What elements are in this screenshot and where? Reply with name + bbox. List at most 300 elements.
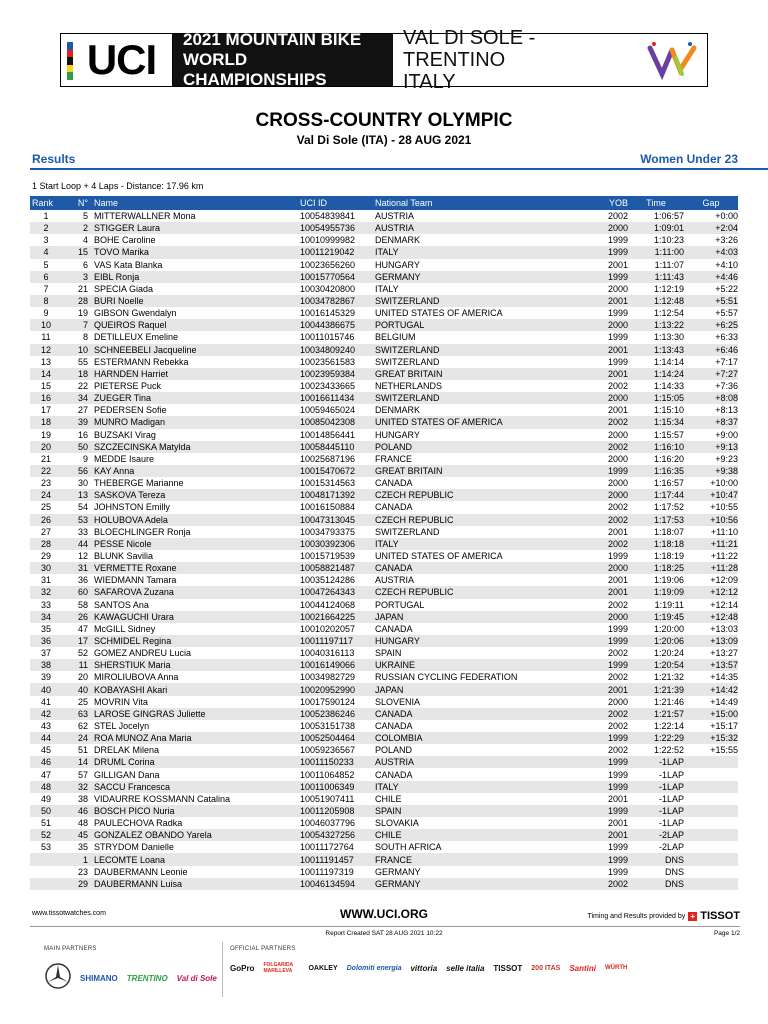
cell-time: 1:22:29 bbox=[653, 733, 684, 744]
uci-logo bbox=[61, 34, 173, 86]
cell-uci: 10014856441 bbox=[300, 429, 356, 440]
cell-time: -1LAP bbox=[658, 757, 684, 768]
cell-uci: 10051907411 bbox=[300, 793, 355, 804]
cell-gap: +15:55 bbox=[710, 745, 738, 756]
cell-yob: 2002 bbox=[607, 441, 628, 452]
cell-nat: AUSTRIA bbox=[375, 575, 415, 586]
cell-gap: +7:36 bbox=[715, 381, 738, 392]
cell-uci: 10011197319 bbox=[300, 866, 354, 877]
cell-time: 1:16:57 bbox=[653, 478, 684, 489]
cell-time: 1:11:00 bbox=[654, 247, 684, 258]
cell-name: KAWAGUCHI Urara bbox=[94, 611, 174, 622]
cell-nat: COLOMBIA bbox=[375, 733, 423, 744]
cell-yob: 2002 bbox=[607, 708, 628, 719]
cell-gap: +12:09 bbox=[710, 575, 738, 586]
cell-gap: +9:23 bbox=[715, 453, 738, 464]
venue-line2: ITALY bbox=[403, 71, 456, 93]
cell-gap: +7:17 bbox=[715, 356, 738, 367]
header-name: Name bbox=[94, 198, 119, 208]
table-row bbox=[30, 732, 738, 744]
cell-yob: 2001 bbox=[607, 405, 628, 416]
cell-time: 1:19:09 bbox=[653, 587, 684, 598]
cell-yob: 2001 bbox=[607, 818, 628, 829]
cell-time: 1:15:34 bbox=[653, 417, 684, 428]
cell-gap: +11:21 bbox=[710, 538, 738, 549]
cell-uci: 10034982729 bbox=[300, 672, 356, 683]
cell-yob: 2001 bbox=[607, 526, 628, 537]
cell-num: 5 bbox=[82, 211, 88, 222]
header-nat: National Team bbox=[375, 198, 433, 208]
sponsor-folgarida: FOLGARIDA MARILLEVA bbox=[263, 962, 293, 974]
cell-yob: 1999 bbox=[607, 247, 628, 258]
cell-gap: +13:03 bbox=[710, 623, 738, 634]
cell-time: 1:21:39 bbox=[653, 684, 684, 695]
divider bbox=[30, 168, 768, 170]
cell-time: 1:20:54 bbox=[653, 660, 684, 671]
cell-num: 26 bbox=[77, 611, 88, 622]
cell-name: BOHE Caroline bbox=[94, 235, 156, 246]
cell-yob: 2002 bbox=[607, 538, 628, 549]
cell-nat: UNITED STATES OF AMERICA bbox=[375, 551, 503, 561]
cell-time: 1:15:57 bbox=[653, 429, 684, 440]
venue bbox=[393, 27, 637, 93]
cell-time: 1:21:32 bbox=[653, 672, 684, 683]
cell-num: 3 bbox=[82, 271, 88, 282]
cell-name: STRYDOM Danielle bbox=[94, 842, 174, 853]
cell-name: HARNDEN Harriet bbox=[94, 368, 169, 379]
cell-name: STEL Jocelyn bbox=[94, 720, 150, 731]
cell-gap: +14:49 bbox=[710, 696, 738, 707]
cell-name: GILLIGAN Dana bbox=[94, 769, 160, 780]
cell-gap: +4:10 bbox=[715, 259, 738, 270]
cell-rank: 33 bbox=[40, 599, 51, 610]
cell-name: MEDDE Isaure bbox=[94, 453, 155, 464]
cell-num: 1 bbox=[82, 854, 88, 865]
cell-nat: CANADA bbox=[375, 769, 413, 780]
cell-name: VAS Kata Blanka bbox=[94, 259, 163, 270]
event-title-line1: 2021 MOUNTAIN BIKE bbox=[183, 30, 362, 49]
cell-yob: 1999 bbox=[607, 660, 628, 671]
cell-time: 1:12:54 bbox=[653, 308, 684, 319]
cell-time: 1:16:10 bbox=[653, 441, 684, 452]
cell-time: DNS bbox=[664, 878, 684, 889]
cell-yob: 2002 bbox=[607, 672, 628, 683]
cell-uci: 10016611434 bbox=[300, 393, 355, 404]
cell-time: 1:13:22 bbox=[653, 320, 684, 331]
cell-nat: GERMANY bbox=[375, 878, 421, 889]
cell-time: -2LAP bbox=[658, 830, 684, 841]
cell-rank: 41 bbox=[40, 696, 51, 707]
cell-rank: 25 bbox=[40, 502, 51, 513]
cell-nat: CANADA bbox=[375, 623, 413, 634]
cell-nat: HUNGARY bbox=[375, 259, 420, 270]
cell-uci: 10016145329 bbox=[300, 308, 356, 319]
cell-yob: 2001 bbox=[607, 587, 628, 598]
cell-nat: RUSSIAN CYCLING FEDERATION bbox=[375, 672, 518, 683]
cell-name: BLUNK Savilia bbox=[94, 551, 154, 561]
cell-yob: 2001 bbox=[607, 259, 628, 270]
cell-nat: PORTUGAL bbox=[375, 320, 425, 331]
cell-name: MITTERWALLNER Mona bbox=[94, 211, 196, 222]
cell-gap: +6:46 bbox=[715, 344, 738, 355]
table-row bbox=[30, 878, 738, 890]
cell-time: 1:20:24 bbox=[653, 648, 684, 659]
cell-name: BURI Noelle bbox=[94, 296, 144, 307]
table-row bbox=[30, 647, 738, 659]
table-row bbox=[30, 416, 738, 428]
cell-rank: 29 bbox=[40, 551, 51, 561]
table-row bbox=[30, 696, 738, 708]
cell-name: HOLUBOVA Adela bbox=[94, 514, 168, 525]
cell-yob: 2001 bbox=[607, 830, 628, 841]
table-row bbox=[30, 562, 738, 574]
cell-nat: ITALY bbox=[375, 247, 399, 258]
cell-time: -1LAP bbox=[658, 769, 684, 780]
cell-name: GONZALEZ OBANDO Yarela bbox=[94, 830, 212, 841]
cell-nat: ITALY bbox=[375, 283, 399, 294]
footer-website[interactable]: www.tissotwatches.com bbox=[32, 910, 106, 917]
cell-rank: 15 bbox=[40, 381, 51, 392]
table-row bbox=[30, 246, 738, 258]
table-row bbox=[30, 356, 738, 368]
cell-uci: 10030420800 bbox=[300, 283, 356, 294]
cell-num: 18 bbox=[77, 368, 88, 379]
sponsor-vittoria: vittoria bbox=[410, 963, 438, 973]
cell-nat: AUSTRIA bbox=[375, 223, 415, 234]
cell-yob: 1999 bbox=[607, 769, 628, 780]
main-partners-row bbox=[44, 962, 226, 995]
page-number: Page 1/2 bbox=[713, 930, 740, 937]
cell-name: LAROSE GINGRAS Juliette bbox=[94, 708, 206, 719]
cell-uci: 10011015746 bbox=[300, 332, 355, 343]
table-row bbox=[30, 805, 738, 817]
cell-rank: 1 bbox=[43, 211, 49, 222]
cell-num: 56 bbox=[77, 466, 88, 477]
cell-num: 54 bbox=[77, 502, 88, 513]
cell-yob: 2002 bbox=[607, 599, 628, 610]
cell-num: 50 bbox=[77, 441, 88, 452]
cell-time: 1:10:23 bbox=[653, 235, 684, 246]
cell-yob: 1999 bbox=[607, 842, 628, 853]
cell-yob: 2002 bbox=[607, 417, 628, 428]
table-row bbox=[30, 720, 738, 732]
cell-rank: 16 bbox=[40, 393, 51, 404]
sponsor-shimano: SHIMANO bbox=[80, 974, 118, 983]
cell-time: 1:13:43 bbox=[653, 344, 684, 355]
cell-num: 53 bbox=[77, 514, 88, 525]
cell-yob: 2000 bbox=[607, 223, 628, 234]
sponsor-oakley: OAKLEY bbox=[308, 964, 338, 972]
cell-name: QUEIROS Raquel bbox=[94, 320, 167, 331]
cell-rank: 48 bbox=[40, 781, 51, 792]
cell-time: 1:14:24 bbox=[653, 368, 684, 379]
table-row bbox=[30, 392, 738, 404]
cell-rank: 8 bbox=[43, 296, 49, 307]
cell-rank: 18 bbox=[40, 417, 51, 428]
cell-name: TOVO Marika bbox=[94, 247, 149, 258]
table-row bbox=[30, 441, 738, 453]
cell-uci: 10011191457 bbox=[300, 854, 354, 865]
header-num: N° bbox=[77, 198, 88, 208]
cell-rank: 46 bbox=[40, 757, 51, 768]
cell-yob: 2001 bbox=[607, 575, 628, 586]
cell-uci: 10030392306 bbox=[300, 538, 356, 549]
cell-num: 19 bbox=[77, 308, 88, 319]
table-row bbox=[30, 404, 738, 416]
cell-gap: +10:55 bbox=[710, 502, 738, 513]
cell-rank: 14 bbox=[40, 368, 51, 379]
cell-rank: 39 bbox=[40, 672, 51, 683]
cell-time: 1:18:19 bbox=[653, 551, 684, 561]
table-row bbox=[30, 659, 738, 671]
table-row bbox=[30, 453, 738, 465]
sponsor-dolomiti: Dolomiti energia bbox=[346, 964, 402, 972]
cell-rank: 2 bbox=[43, 223, 49, 234]
page-subtitle: Val Di Sole (ITA) - 28 AUG 2021 bbox=[296, 133, 472, 147]
cell-nat: UKRAINE bbox=[375, 660, 416, 671]
cell-num: 7 bbox=[82, 320, 88, 331]
cell-uci: 10011064852 bbox=[300, 769, 355, 780]
cell-name: PAULECHOVA Radka bbox=[94, 818, 183, 829]
cell-yob: 1999 bbox=[607, 781, 628, 792]
table-row bbox=[30, 234, 738, 246]
table-row bbox=[30, 380, 738, 392]
cell-rank: 35 bbox=[40, 623, 51, 634]
cell-gap: +4:46 bbox=[715, 271, 738, 282]
cell-yob: 1999 bbox=[607, 757, 628, 768]
cell-uci: 10046037796 bbox=[300, 818, 356, 829]
cell-num: 17 bbox=[77, 635, 88, 646]
footer-tissot-brand: TISSOT bbox=[700, 910, 740, 922]
cell-rank: 27 bbox=[40, 526, 51, 537]
cell-time: -1LAP bbox=[658, 805, 684, 816]
cell-yob: 2002 bbox=[607, 745, 628, 756]
cell-rank: 11 bbox=[41, 332, 51, 343]
category-label: Women Under 23 bbox=[640, 152, 738, 166]
cell-nat: GERMANY bbox=[375, 866, 421, 877]
cell-name: EIBL Ronja bbox=[94, 271, 140, 282]
cell-time: 1:19:45 bbox=[653, 611, 684, 622]
cell-rank: 52 bbox=[40, 830, 51, 841]
cell-time: 1:20:06 bbox=[653, 635, 684, 646]
cell-rank: 6 bbox=[43, 271, 49, 282]
cell-gap: +9:38 bbox=[715, 466, 738, 477]
cell-nat: GREAT BRITAIN bbox=[375, 466, 443, 477]
cell-num: 24 bbox=[77, 733, 88, 744]
table-row bbox=[30, 429, 738, 441]
cell-gap: +8:37 bbox=[715, 417, 738, 428]
cell-rank: 4 bbox=[43, 247, 49, 258]
cell-name: MOVRIN Vita bbox=[94, 696, 148, 707]
cell-uci: 10048171392 bbox=[300, 490, 356, 501]
cell-yob: 2002 bbox=[607, 878, 628, 889]
table-row bbox=[30, 841, 738, 853]
cell-nat: CHILE bbox=[375, 793, 402, 804]
cell-num: 12 bbox=[77, 551, 88, 561]
cell-name: DAUBERMANN Luisa bbox=[94, 878, 183, 889]
mercedes-icon bbox=[44, 962, 72, 995]
cell-num: 44 bbox=[77, 538, 88, 549]
cell-nat: SLOVENIA bbox=[375, 696, 421, 707]
table-row bbox=[30, 344, 738, 356]
table-row bbox=[30, 635, 738, 647]
cell-nat: SPAIN bbox=[375, 805, 402, 816]
official-partners-label: OFFICIAL PARTNERS bbox=[230, 946, 296, 952]
cell-nat: GERMANY bbox=[375, 271, 421, 282]
cell-time: 1:19:11 bbox=[654, 599, 684, 610]
cell-rank: 38 bbox=[40, 660, 51, 671]
cell-yob: 1999 bbox=[607, 332, 628, 343]
cell-nat: CANADA bbox=[375, 478, 413, 489]
cell-name: PESSE Nicole bbox=[94, 538, 152, 549]
cell-rank: 32 bbox=[40, 587, 51, 598]
val-di-sole-logo-icon bbox=[637, 34, 707, 86]
cell-rank: 24 bbox=[40, 490, 51, 501]
cell-nat: SWITZERLAND bbox=[375, 356, 440, 367]
cell-gap: +5:22 bbox=[715, 283, 738, 294]
table-row bbox=[30, 793, 738, 805]
cell-uci: 10058445110 bbox=[300, 441, 355, 452]
cell-gap: +13:57 bbox=[710, 660, 738, 671]
cell-gap: +12:12 bbox=[710, 587, 738, 598]
cell-nat: POLAND bbox=[375, 745, 413, 756]
cell-uci: 10058821487 bbox=[300, 563, 356, 574]
cell-yob: 2002 bbox=[607, 514, 628, 525]
cell-time: -1LAP bbox=[658, 793, 684, 804]
cell-uci: 10010202057 bbox=[300, 623, 356, 634]
cell-yob: 1999 bbox=[607, 854, 628, 865]
cell-num: 27 bbox=[77, 405, 88, 416]
cell-nat: CANADA bbox=[375, 502, 413, 513]
cell-time: 1:11:43 bbox=[654, 271, 684, 282]
cell-num: 51 bbox=[77, 745, 88, 756]
cell-uci: 10034793375 bbox=[300, 526, 356, 537]
cell-uci: 10085042308 bbox=[300, 417, 356, 428]
table-row bbox=[30, 210, 738, 222]
cell-num: 52 bbox=[77, 648, 88, 659]
cell-name: MIROLIUBOVA Anna bbox=[94, 672, 179, 683]
cell-uci: 10052386246 bbox=[300, 708, 356, 719]
results-table bbox=[30, 196, 738, 890]
cell-uci: 10010999982 bbox=[300, 235, 356, 246]
cell-nat: JAPAN bbox=[375, 611, 404, 622]
table-row bbox=[30, 683, 738, 695]
cell-name: KOBAYASHI Akari bbox=[94, 684, 168, 695]
cell-nat: SLOVAKIA bbox=[375, 818, 419, 829]
cell-gap: +5:57 bbox=[715, 308, 738, 319]
cell-yob: 1999 bbox=[607, 271, 628, 282]
cell-name: KAY Anna bbox=[94, 466, 135, 477]
cell-num: 34 bbox=[77, 393, 88, 404]
cell-uci: 10011006349 bbox=[300, 781, 355, 792]
cell-name: BOSCH PICO Nuria bbox=[94, 805, 175, 816]
table-row bbox=[30, 866, 738, 878]
cell-num: 48 bbox=[77, 818, 88, 829]
cell-uci: 10023561583 bbox=[300, 356, 356, 367]
cell-time: 1:18:18 bbox=[653, 538, 684, 549]
venue-line1: VAL DI SOLE - TRENTINO bbox=[403, 27, 536, 71]
cell-nat: POLAND bbox=[375, 441, 413, 452]
cell-name: PIETERSE Puck bbox=[94, 381, 162, 392]
cell-uci: 10034782867 bbox=[300, 296, 356, 307]
cell-num: 23 bbox=[77, 866, 88, 877]
cell-name: LECOMTE Loana bbox=[94, 854, 166, 865]
cell-gap: +14:35 bbox=[710, 672, 738, 683]
cell-time: 1:12:48 bbox=[653, 296, 684, 307]
cell-time: -2LAP bbox=[658, 842, 684, 853]
event-title bbox=[173, 30, 393, 89]
cell-yob: 2002 bbox=[607, 502, 628, 513]
cell-nat: SPAIN bbox=[375, 648, 402, 659]
cell-nat: GREAT BRITAIN bbox=[375, 368, 443, 379]
cell-name: ROA MUNOZ Ana Maria bbox=[94, 733, 192, 744]
sponsor-tissot: TISSOT bbox=[493, 963, 523, 973]
cell-time: DNS bbox=[664, 854, 684, 865]
cell-gap: +14:42 bbox=[710, 684, 738, 695]
table-row bbox=[30, 538, 738, 550]
cell-name: DAUBERMANN Leonie bbox=[94, 866, 188, 877]
cell-yob: 2001 bbox=[607, 793, 628, 804]
cell-rank: 22 bbox=[40, 466, 51, 477]
cell-uci: 10015470672 bbox=[300, 466, 356, 477]
table-row bbox=[30, 271, 738, 283]
cell-time: -1LAP bbox=[658, 781, 684, 792]
cell-yob: 1999 bbox=[607, 733, 628, 744]
cell-yob: 2002 bbox=[607, 381, 628, 392]
cell-name: SCHMIDEL Regina bbox=[94, 635, 172, 646]
cell-yob: 2000 bbox=[607, 320, 628, 331]
cell-time: 1:06:57 bbox=[653, 211, 684, 222]
cell-num: 46 bbox=[77, 805, 88, 816]
cell-rank: 36 bbox=[40, 635, 51, 646]
sponsor-trentino: TRENTINO bbox=[126, 974, 168, 983]
cell-uci: 10015314563 bbox=[300, 478, 356, 489]
cell-yob: 1999 bbox=[607, 466, 628, 477]
cell-nat: HUNGARY bbox=[375, 635, 420, 646]
cell-gap: +10:47 bbox=[710, 490, 738, 501]
header-banner bbox=[60, 27, 708, 93]
cell-rank: 19 bbox=[40, 429, 51, 440]
table-row bbox=[30, 526, 738, 538]
cell-time: 1:19:06 bbox=[653, 575, 684, 586]
cell-uci: 10034809240 bbox=[300, 344, 356, 355]
cell-num: 2 bbox=[82, 223, 88, 234]
cell-nat: SWITZERLAND bbox=[375, 393, 440, 404]
cell-nat: DENMARK bbox=[375, 405, 421, 416]
cell-name: McGILL Sidney bbox=[94, 623, 156, 634]
cell-num: 47 bbox=[77, 623, 88, 634]
cell-uci: 10011150233 bbox=[300, 757, 354, 768]
cell-gap: +4:03 bbox=[715, 247, 738, 258]
cell-uci: 10015719539 bbox=[300, 551, 356, 561]
cell-gap: +5:51 bbox=[715, 296, 738, 307]
footer-timing-text: Timing and Results provided by bbox=[587, 912, 686, 920]
cell-yob: 2000 bbox=[607, 611, 628, 622]
cell-num: 20 bbox=[77, 672, 88, 683]
cell-rank: 49 bbox=[40, 793, 51, 804]
cell-name: SACCU Francesca bbox=[94, 781, 171, 792]
cell-uci: 10054839841 bbox=[300, 211, 356, 222]
cell-yob: 2001 bbox=[607, 368, 628, 379]
table-row bbox=[30, 623, 738, 635]
cell-num: 4 bbox=[82, 235, 88, 246]
cell-time: 1:14:33 bbox=[653, 381, 684, 392]
cell-gap: +13:27 bbox=[710, 648, 738, 659]
cell-name: SHERSTIUK Maria bbox=[94, 660, 171, 671]
cell-gap: +10:00 bbox=[710, 478, 738, 489]
footer-uci-url[interactable]: WWW.UCI.ORG bbox=[340, 907, 428, 921]
cell-gap: +11:22 bbox=[710, 551, 738, 561]
